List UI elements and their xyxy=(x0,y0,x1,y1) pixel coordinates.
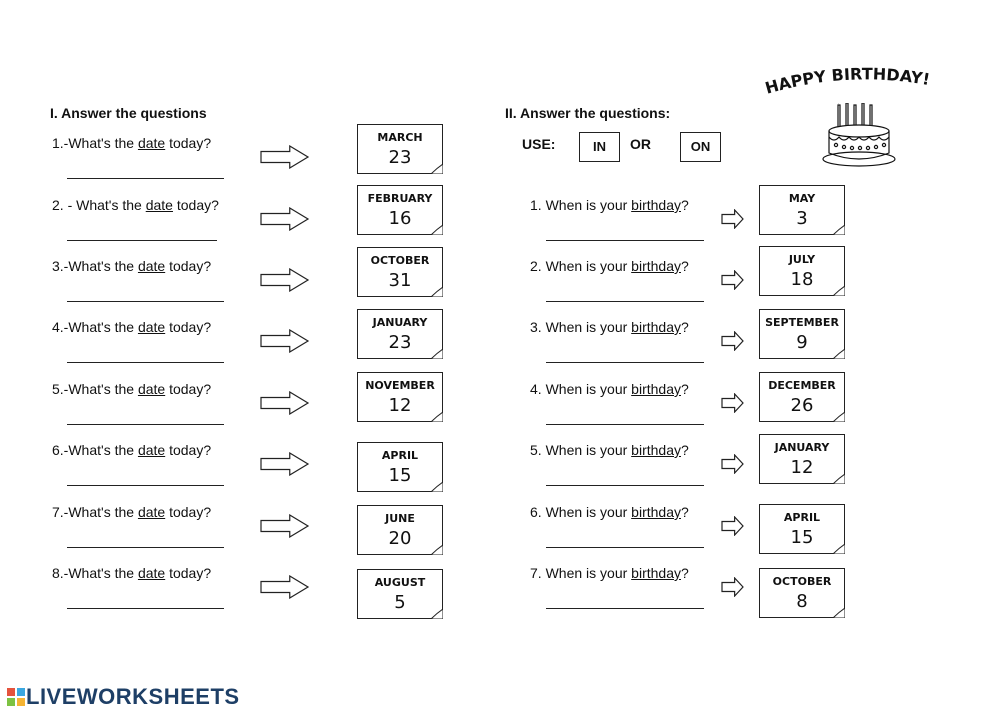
calendar-card xyxy=(357,442,443,492)
question-number: 7. xyxy=(530,565,546,581)
calendar-card xyxy=(759,372,845,422)
question-suffix: ? xyxy=(680,258,689,274)
arrow-right-icon xyxy=(721,270,745,290)
calendar-card xyxy=(759,568,845,618)
question-suffix: ? xyxy=(680,442,689,458)
answer-line[interactable] xyxy=(546,485,704,486)
option-on-box: ON xyxy=(680,132,721,162)
answer-line[interactable] xyxy=(546,547,704,548)
question-keyword: date xyxy=(137,319,166,335)
question-keyword: date xyxy=(137,442,166,458)
question-prefix: What's the xyxy=(68,504,138,520)
page-curl-icon xyxy=(431,412,443,422)
calendar-month: JANUARY xyxy=(774,441,830,454)
calendar-month: JULY xyxy=(788,253,816,266)
arrow-right-icon xyxy=(260,145,310,169)
question-keyword: birthday xyxy=(631,381,681,397)
calendar-month: MARCH xyxy=(377,131,423,144)
page-curl-icon xyxy=(431,349,443,359)
question-text xyxy=(52,135,211,151)
question-number: 6.- xyxy=(52,442,69,458)
answer-line[interactable] xyxy=(67,547,224,548)
question-suffix: today? xyxy=(165,565,212,581)
right-section-title: II. Answer the questions: xyxy=(505,105,671,121)
question-keyword: birthday xyxy=(631,258,681,274)
question-text xyxy=(52,258,211,274)
question-suffix: ? xyxy=(680,565,689,581)
calendar-month: AUGUST xyxy=(374,576,426,589)
calendar-month: FEBRUARY xyxy=(367,192,433,205)
calendar-day: 20 xyxy=(388,528,412,549)
answer-line[interactable] xyxy=(67,362,224,363)
question-keyword: date xyxy=(137,258,166,274)
page-curl-icon xyxy=(833,474,845,484)
question-suffix: today? xyxy=(165,135,212,151)
calendar-day: 3 xyxy=(796,208,808,229)
question-prefix: What's the xyxy=(68,135,138,151)
question-suffix: today? xyxy=(165,319,212,335)
page-curl-icon xyxy=(833,412,845,422)
page-curl-icon xyxy=(431,545,443,555)
calendar-card xyxy=(759,309,845,359)
question-text xyxy=(530,258,689,274)
arrow-right-icon xyxy=(260,268,310,292)
question-text xyxy=(530,197,689,213)
brand-name: LIVEWORKSHEETS xyxy=(26,684,240,709)
question-prefix: When is your xyxy=(545,565,632,581)
question-number: 4.- xyxy=(52,319,69,335)
question-suffix: today? xyxy=(165,381,212,397)
calendar-month: JANUARY xyxy=(372,316,428,329)
calendar-month: APRIL xyxy=(381,449,419,462)
answer-line[interactable] xyxy=(546,608,704,609)
question-keyword: birthday xyxy=(631,319,681,335)
question-text xyxy=(52,442,211,458)
or-label: OR xyxy=(630,136,651,152)
page-curl-icon xyxy=(431,225,443,235)
question-prefix: When is your xyxy=(545,381,632,397)
birthday-cake-icon xyxy=(822,103,898,171)
calendar-card xyxy=(357,569,443,619)
calendar-month: MAY xyxy=(788,192,816,205)
question-prefix: When is your xyxy=(545,319,632,335)
question-prefix: What's the xyxy=(68,565,138,581)
banner-text: HAPPY BIRTHDAY! xyxy=(762,64,932,98)
page-curl-icon xyxy=(833,608,845,618)
calendar-card xyxy=(357,372,443,422)
question-keyword: date xyxy=(137,135,166,151)
page-curl-icon xyxy=(431,287,443,297)
arrow-right-icon xyxy=(260,391,310,415)
answer-line[interactable] xyxy=(67,424,224,425)
question-keyword: date xyxy=(137,565,166,581)
question-prefix: What's the xyxy=(68,258,138,274)
calendar-day: 31 xyxy=(388,270,412,291)
use-label: USE: xyxy=(522,136,556,152)
logo-mark-icon xyxy=(6,687,26,707)
arrow-right-icon xyxy=(721,577,745,597)
arrow-right-icon xyxy=(260,514,310,538)
calendar-card xyxy=(357,309,443,359)
calendar-day: 15 xyxy=(790,527,814,548)
question-text xyxy=(52,197,219,213)
question-suffix: ? xyxy=(680,381,689,397)
page-curl-icon xyxy=(431,609,443,619)
question-number: 1. xyxy=(530,197,546,213)
page-curl-icon xyxy=(833,349,845,359)
happy-birthday-banner xyxy=(762,62,962,102)
question-text xyxy=(530,504,689,520)
question-suffix: today? xyxy=(165,442,212,458)
answer-line[interactable] xyxy=(67,301,224,302)
calendar-card xyxy=(357,505,443,555)
question-keyword: date xyxy=(137,504,166,520)
calendar-card xyxy=(357,247,443,297)
answer-line[interactable] xyxy=(546,424,704,425)
question-keyword: date xyxy=(137,381,166,397)
calendar-day: 9 xyxy=(796,332,808,353)
question-number: 4. xyxy=(530,381,546,397)
calendar-card xyxy=(759,434,845,484)
calendar-card xyxy=(357,124,443,174)
question-text xyxy=(52,565,211,581)
page-curl-icon xyxy=(431,164,443,174)
question-number: 5. xyxy=(530,442,546,458)
answer-line[interactable] xyxy=(546,301,704,302)
calendar-card xyxy=(357,185,443,235)
calendar-day: 23 xyxy=(388,332,412,353)
question-number: 5.- xyxy=(52,381,69,397)
calendar-card xyxy=(759,185,845,235)
calendar-day: 18 xyxy=(790,269,814,290)
question-number: 3.- xyxy=(52,258,69,274)
question-suffix: ? xyxy=(680,197,689,213)
calendar-day: 12 xyxy=(790,457,814,478)
question-prefix: When is your xyxy=(545,442,632,458)
calendar-day: 8 xyxy=(796,591,808,612)
calendar-day: 26 xyxy=(790,395,814,416)
question-keyword: birthday xyxy=(631,442,681,458)
question-number: 2. xyxy=(530,258,546,274)
arrow-right-icon xyxy=(260,452,310,476)
calendar-month: NOVEMBER xyxy=(365,379,435,392)
answer-line[interactable] xyxy=(67,608,224,609)
question-prefix: What's the xyxy=(68,381,138,397)
question-number: 8.- xyxy=(52,565,69,581)
answer-line[interactable] xyxy=(546,362,704,363)
arrow-right-icon xyxy=(260,207,310,231)
arrow-right-icon xyxy=(721,454,745,474)
arrow-right-icon xyxy=(721,393,745,413)
calendar-month: DECEMBER xyxy=(768,379,836,392)
arrow-right-icon xyxy=(721,209,745,229)
page-curl-icon xyxy=(833,544,845,554)
arrow-right-icon xyxy=(260,575,310,599)
page-curl-icon xyxy=(431,482,443,492)
answer-line[interactable] xyxy=(67,485,224,486)
question-text xyxy=(52,504,211,520)
question-prefix: What's the xyxy=(68,442,138,458)
question-keyword: date xyxy=(145,197,173,213)
question-prefix: What's the xyxy=(68,319,138,335)
calendar-day: 5 xyxy=(394,592,406,613)
calendar-day: 16 xyxy=(388,208,412,229)
calendar-month: OCTOBER xyxy=(370,254,430,267)
calendar-month: OCTOBER xyxy=(772,575,832,588)
question-suffix: today? xyxy=(172,197,219,213)
question-text xyxy=(530,565,689,581)
question-text xyxy=(530,381,689,397)
calendar-month: APRIL xyxy=(783,511,821,524)
page-curl-icon xyxy=(833,286,845,296)
question-number: 2. - xyxy=(52,197,77,213)
arrow-right-icon xyxy=(721,516,745,536)
question-number: 3. xyxy=(530,319,546,335)
question-prefix: What's the xyxy=(76,197,146,213)
question-number: 6. xyxy=(530,504,546,520)
calendar-day: 12 xyxy=(388,395,412,416)
question-number: 7.- xyxy=(52,504,69,520)
calendar-card xyxy=(759,246,845,296)
page-curl-icon xyxy=(833,225,845,235)
question-suffix: today? xyxy=(165,258,212,274)
calendar-day: 15 xyxy=(388,465,412,486)
question-keyword: birthday xyxy=(631,504,681,520)
calendar-day: 23 xyxy=(388,147,412,168)
answer-line[interactable] xyxy=(67,178,224,179)
question-suffix: ? xyxy=(680,504,689,520)
question-text xyxy=(530,319,689,335)
question-keyword: birthday xyxy=(631,197,681,213)
left-section-title: I. Answer the questions xyxy=(50,105,207,121)
question-prefix: When is your xyxy=(545,504,632,520)
question-keyword: birthday xyxy=(631,565,681,581)
liveworksheets-logo xyxy=(6,684,240,710)
question-suffix: today? xyxy=(165,504,212,520)
answer-line[interactable] xyxy=(67,240,217,241)
svg-text:HAPPY BIRTHDAY! xyxy=(763,64,931,97)
arrow-right-icon xyxy=(260,329,310,353)
calendar-month: JUNE xyxy=(385,512,415,525)
calendar-card xyxy=(759,504,845,554)
answer-line[interactable] xyxy=(546,240,704,241)
arrow-right-icon xyxy=(721,331,745,351)
question-prefix: When is your xyxy=(545,197,632,213)
calendar-month: SEPTEMBER xyxy=(765,316,839,329)
question-text xyxy=(52,319,211,335)
option-in-box: IN xyxy=(579,132,620,162)
question-prefix: When is your xyxy=(545,258,632,274)
question-suffix: ? xyxy=(680,319,689,335)
question-text xyxy=(52,381,211,397)
question-text xyxy=(530,442,689,458)
question-number: 1.- xyxy=(52,135,69,151)
